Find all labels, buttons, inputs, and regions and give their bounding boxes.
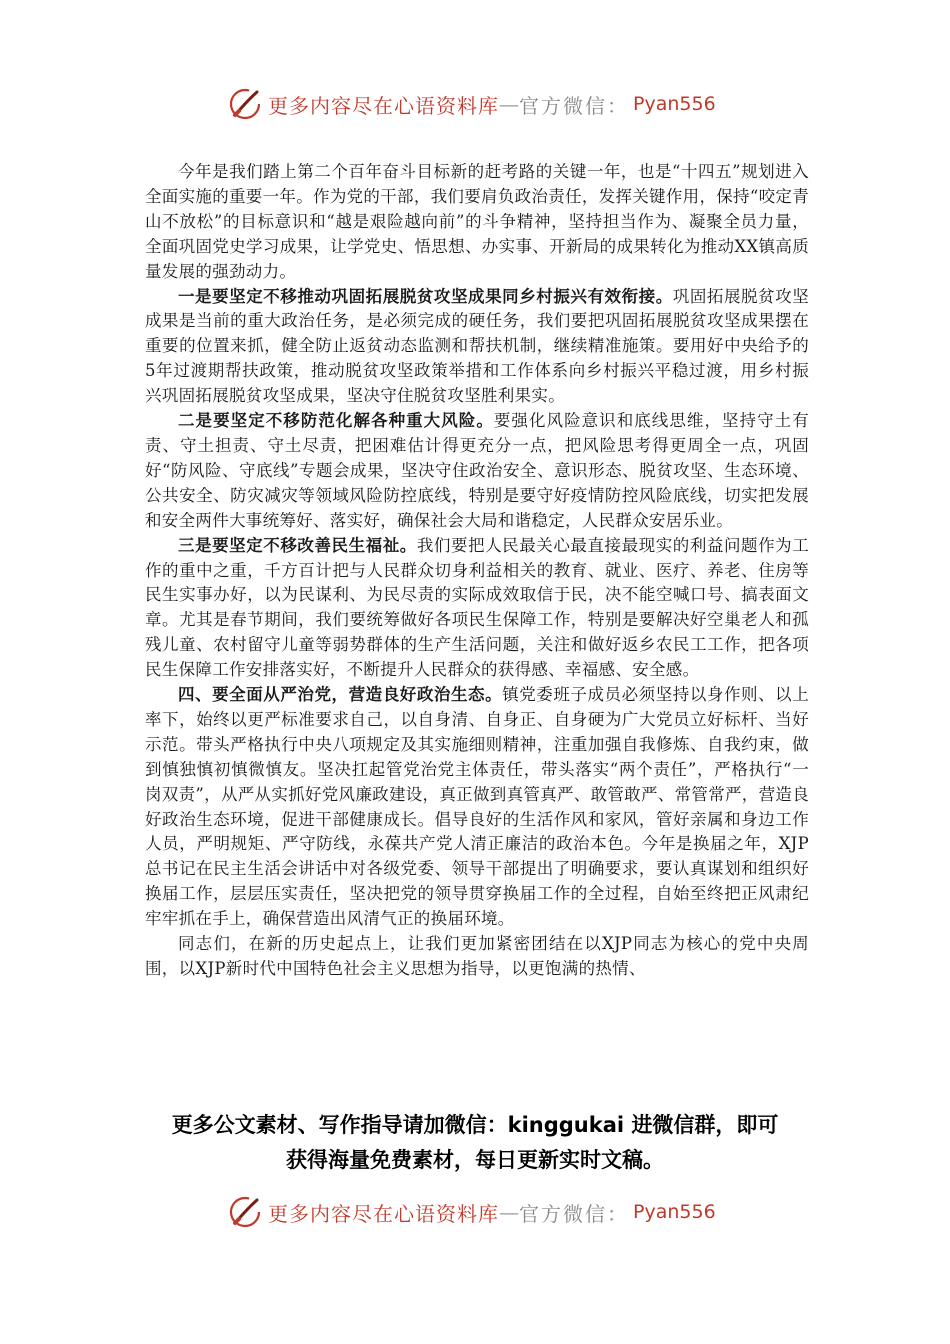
paragraph-lead: 一是要坚定不移推动巩固拓展脱贫攻坚成果同乡村振兴有效衔接。 [178, 286, 673, 306]
paragraph-intro [145, 160, 809, 285]
document-body [145, 160, 809, 982]
paragraph-closing [145, 932, 809, 982]
paragraph-lead: 三是要坚定不移改善民生福祉。 [178, 535, 417, 555]
brush-logo-icon [228, 87, 262, 121]
paragraph-text: 巩固拓展脱贫攻坚成果是当前的重大政治任务，是必须完成的硬任务，我们要把巩固拓展脱贫攻坚成果摆在重要的位置来抓，健全防止返贫动态监测和帮扶机制，继续精准施策。要用好中央给予的5年过渡期帮扶政策，推动脱贫攻坚政策举措和工作体系向乡村振兴平稳过渡，用乡村振兴巩固拓展脱贫攻坚成果，坚决守住脱贫攻坚胜利果实。 [145, 286, 809, 406]
paragraph-text: 镇党委班子成员必须坚持以身作则、以上率下，始终以更严标准要求自己，以自身清、自身正、自身硬为广大党员立好标杆、当好示范。带头严格执行中央八项规定及其实施细则精神，注重加强自我修炼、自我约束，做到慎独慎初慎微慎友。坚决扛起管党治党主体责任，带头落实“两个责任”，严格执行“一岗双责”，从严从实抓好党风廉政建设，真正做到真管真严、敢管敢严、常管常严，营造良好政治生态环境，促进干部健康成长。倡导良好的生活作风和家风，管好亲属和身边工作人员，严明规矩、严守防线，永葆共产党人清正廉洁的政治本色。今年是换届之年，XJP总书记在民主生活会讲话中对各级党委、领导干部提出了明确要求，要认真谋划和组织好换届工作，层层压实责任，坚决把党的领导贯穿换届工作的全过程，自始至终把正风肃纪牢牢抓在手上，确保营造出风清气正的换届环境。 [145, 685, 809, 929]
footer-banner [228, 1192, 716, 1232]
paragraph-text: 今年是我们踏上第二个百年奋斗目标新的赶考路的关键一年，也是“十四五”规划进入全面实施的重要一年。作为党的干部，我们要肩负政治责任，发挥关键作用，保持“咬定青山不放松”的目标意识和“越是艰险越向前”的斗争精神，坚持担当作为、凝聚全员力量，全面巩固党史学习成果，让学党史、悟思想、办实事、开新局的成果转化为推动XX镇高质量发展的强劲动力。 [145, 162, 809, 281]
paragraph-text: 同志们，在新的历史起点上，让我们更加紧密团结在以XJP同志为核心的党中央周围，以XJP新时代中国特色社会主义思想为指导，以更饱满的热情、 [145, 934, 809, 978]
banner-site-text: 更多内容尽在心语资料库 [268, 1201, 499, 1226]
paragraph-point-1 [145, 285, 809, 410]
banner-wechat-id: Pyan556 [633, 93, 716, 115]
paragraph-point-2 [145, 409, 809, 534]
paragraph-lead: 四、要全面从严治党，营造良好政治生态。 [178, 685, 503, 705]
promo-block [120, 1108, 830, 1178]
banner-official-text: 官方微信： [519, 1201, 629, 1226]
banner-official-text: 官方微信： [519, 93, 629, 118]
header-banner [228, 84, 716, 124]
paragraph-lead: 二是要坚定不移防范化解各种重大风险。 [178, 411, 494, 431]
paragraph-text: 要强化风险意识和底线思维，坚持守土有责、守土担责、守土尽责，把困难估计得更充分一点，把风险思考得更周全一点，巩固好“防风险、守底线”专题会成果，坚决守住政治安全、意识形态、脱贫攻坚、生态环境、公共安全、防灾减灾等领域风险防控底线，特别是要守好疫情防控风险底线，切实把发展和安全两件大事统筹好、落实好，确保社会大局和谐稳定，人民群众安居乐业。 [145, 411, 809, 530]
paragraph-point-3 [145, 534, 809, 683]
paragraph-text: 我们要把人民最关心最直接最现实的利益问题作为工作的重中之重，千方百计把与人民群众切身利益相关的教育、就业、医疗、养老、住房等民生实事办好，以为民谋利、为民尽责的实际成效取信于民，决不能空喊口号、搞表面文章。尤其是春节期间，我们要统筹做好各项民生保障工作，特别是要解决好空巢老人和孤残儿童、农村留守儿童等弱势群体的生产生活问题，关注和做好返乡农民工工作，把各项民生保障工作安排落实好，不断提升人民群众的获得感、幸福感、安全感。 [145, 535, 809, 680]
banner-wechat-id: Pyan556 [633, 1201, 716, 1223]
promo-line-2: 获得海量免费素材，每日更新实时文稿。 [286, 1148, 664, 1172]
banner-dash: — [499, 1200, 519, 1224]
banner-site-text: 更多内容尽在心语资料库 [268, 93, 499, 118]
brush-logo-icon [228, 1195, 262, 1229]
paragraph-point-4 [145, 683, 809, 932]
banner-dash: — [499, 92, 519, 116]
promo-line-1: 更多公文素材、写作指导请加微信：kinggukai 进微信群，即可 [171, 1113, 779, 1137]
